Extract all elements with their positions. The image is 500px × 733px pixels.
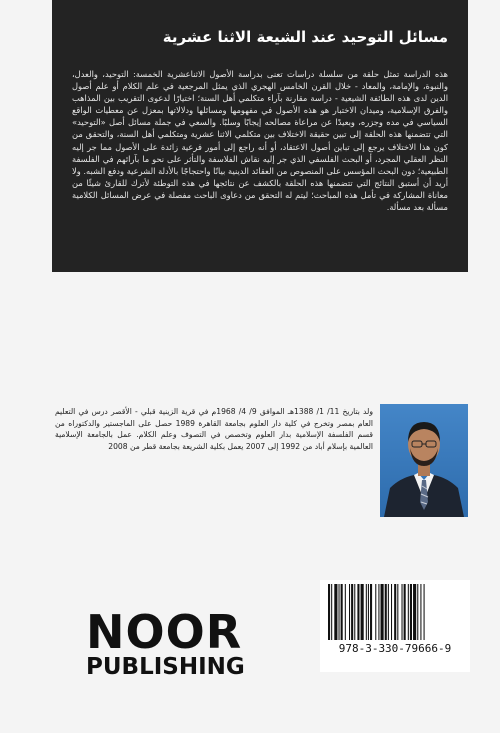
author-photo <box>380 404 468 517</box>
barcode-bar <box>420 584 421 640</box>
barcode-bar <box>394 584 396 640</box>
barcode-bar <box>361 584 364 640</box>
barcode-bar <box>354 584 355 640</box>
barcode-bar <box>370 584 372 640</box>
barcode-bar <box>385 584 387 640</box>
blurb-text: هذه الدراسة تمثل حلقة من سلسلة دراسات تعنى بدراسة الأصول الاثناعشرية الخمسة: التوحيد، والعدل، والنبوة، والإمامة، والمعاد - خلال القرن الخامس الهجري الذي يمثل المرجعية في علم الكلام أو علم أصول الدين لدى هذه الطائفة الشيعية - دراسة مقارنة بآراء متكلمي أهل السنة؛ اختيارًا لدعوى التقريب بين المذاهب والفرق الإسلامية، وميدان الاختبار هو هذه الأصول في مفهومها ومسائلها ودلالاتها بمعزل عن معطيات الواقع السياسي في مده وجزره، وبعيدًا عن مراعاة مصالحه إيجابًا وسلبًا. والسعي في جملة مسائل أصل «التوحيد» التي تتضمنها هذه الحلقة إلى تبين حقيقة الاختلاف بين متكلمي الاثنا عشرية ومتكلمي أهل السنة، والتحقق من كون هذا الاختلاف يرجع إلى تباين أصول الاعتقاد، أو أنه راجع إلى أمور فرعية زائدة على الأصول مما جر إليه النظر العقلي المجرد، أو البحث الفلسفي الذي جر إليه نقاش الفلاسفة والتأثر على نحو ما بآرائهم في الفلسفة الطبيعية؛ دون البحث المؤسس على المنصوص من العقائد الدينية بيانًا واحتجاجًا بالأدلة الشرعية ودفع الشبه. ولا أريد أن أستبق النتائج التي تتضمنها هذه الحلقة بالكشف عن نتائجها في هذه التوطئة لأترك للقارئ شيئًا من معاناة المشاركة في تأمل هذه المباحث؛ ليتم له التحقق من دعاوى الباحث مفصلة في عرض المسائل الكلامية مسألة بعد مسألة. <box>72 69 448 213</box>
publisher-logo-line2: PUBLISHING <box>86 654 245 680</box>
barcode-bar <box>368 584 369 640</box>
barcode-bar <box>388 584 389 640</box>
barcode-bar <box>378 584 379 640</box>
barcode-bar <box>331 584 332 640</box>
publisher-logo <box>86 605 245 680</box>
barcode-bar <box>339 584 340 640</box>
barcode-bar <box>397 584 398 640</box>
barcode-bar <box>417 584 418 640</box>
blurb-panel <box>52 0 468 272</box>
barcode-bar <box>413 584 416 640</box>
barcode-bar <box>366 584 367 640</box>
barcode-bar <box>351 584 353 640</box>
author-bio: ولد بتاريخ 11/ 1/ 1388هـ الموافق 9/ 4/ 1968م في قرية الزينية قبلي - الأقصر درس في التعليم العام بمصر وتخرج في كلية دار العلوم بجامعة القاهرة 1989 حصل على الماجستير والدكتوراه من قسم الفلسفة الإسلامية بدار العلوم وتخصص في التصوف وعلم الكلام. عمل بالجامعة الإسلامية العالمية بإسلام أباد من 1992 إلى 2007 يعمل بكلية الشريعة بجامعة قطر من 2008 <box>55 407 373 451</box>
barcode-bar <box>341 584 343 640</box>
isbn-number: 978-3-330-79666-9 <box>338 642 452 655</box>
author-portrait-icon <box>380 404 468 517</box>
isbn-barcode <box>320 580 470 672</box>
barcode-bar <box>410 584 412 640</box>
barcode-bar <box>402 584 403 640</box>
barcode-bar <box>404 584 406 640</box>
book-title: مسائل التوحيد عند الشيعة الاثنا عشرية <box>162 28 448 46</box>
barcode-bar <box>328 584 330 640</box>
barcode-bar <box>349 584 350 640</box>
barcode-bar <box>381 584 384 640</box>
barcode-bar <box>408 584 409 640</box>
barcode-bar <box>345 584 346 640</box>
barcode-bar <box>357 584 359 640</box>
barcode-icon <box>326 584 464 640</box>
barcode-bar <box>334 584 337 640</box>
barcode-bar <box>424 584 425 640</box>
barcode-bar <box>391 584 392 640</box>
publisher-logo-line1: NOOR <box>86 605 243 659</box>
barcode-bar <box>375 584 376 640</box>
